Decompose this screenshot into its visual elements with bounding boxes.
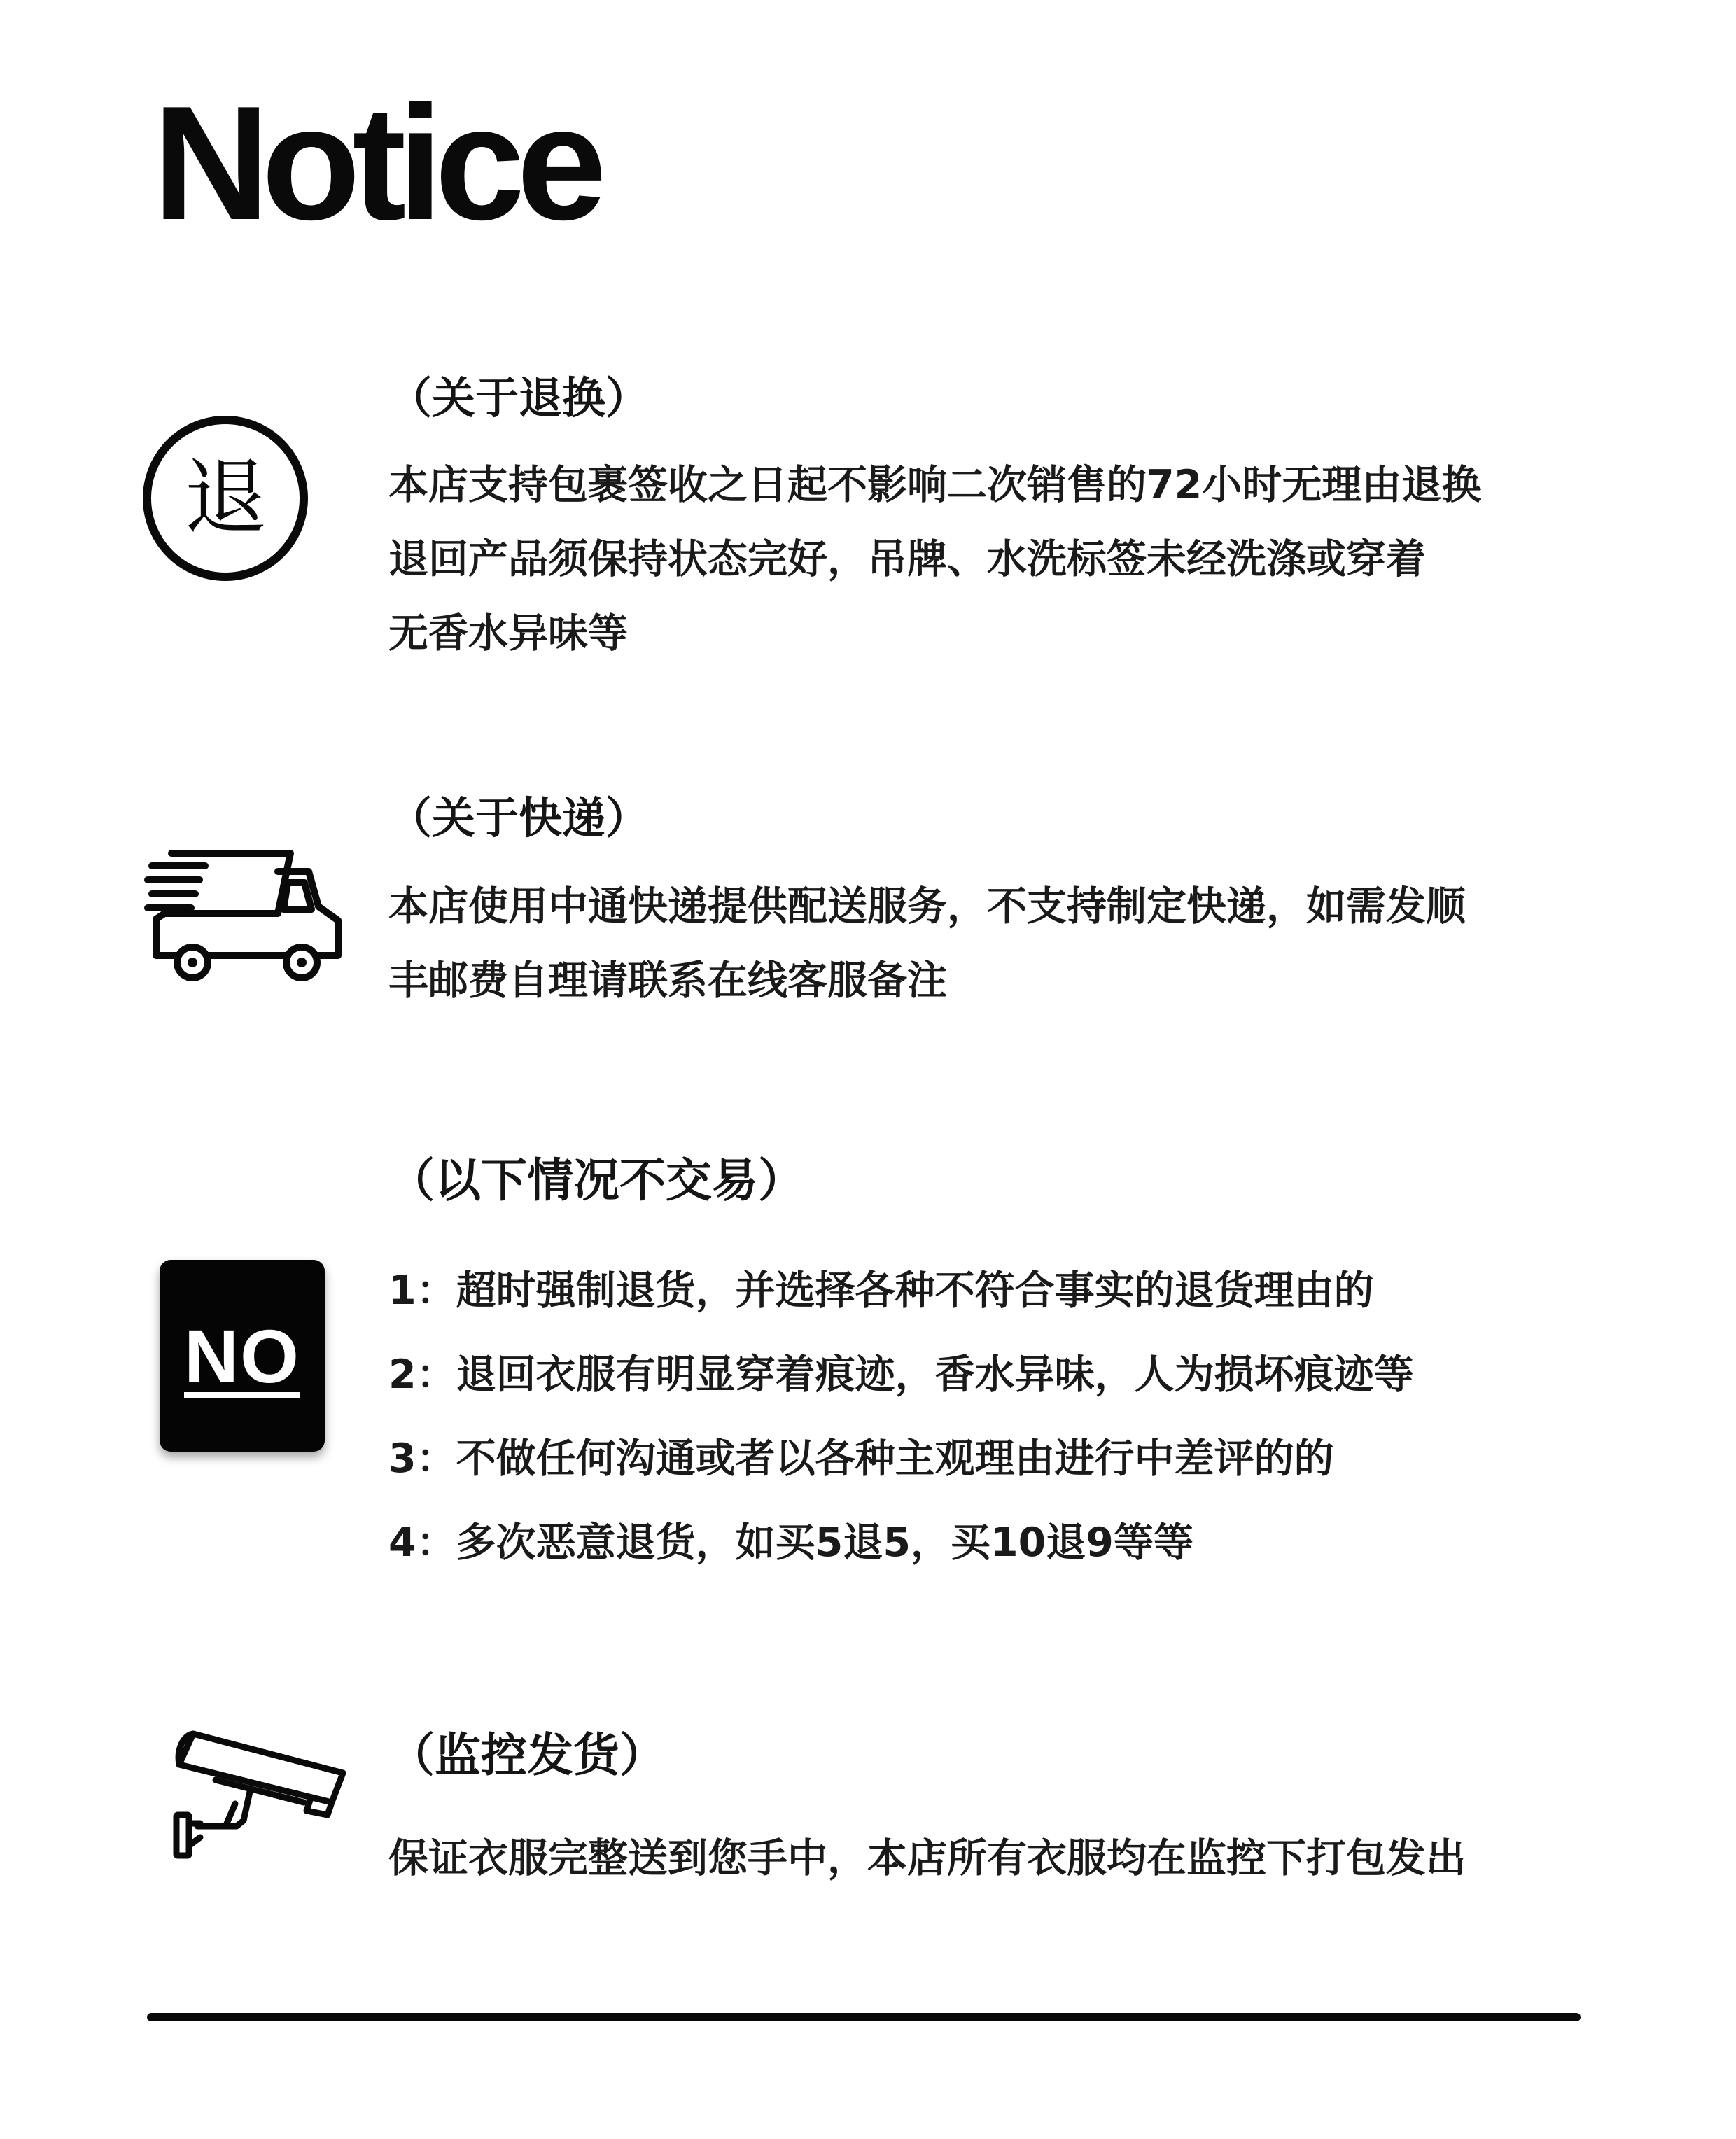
section-body-no-trade (388, 1249, 1414, 1585)
no-badge-icon (160, 1260, 325, 1452)
list-item: 1：超时强制退货，并选择各种不符合事实的退货理由的 (388, 1268, 1374, 1314)
list-item: 3：不做任何沟通或者以各种主观理由进行中差评的的 (388, 1436, 1334, 1482)
body-line: 保证衣服完整送到您手中，本店所有衣服均在监控下打包发出 (388, 1835, 1466, 1881)
no-badge-text: NO (184, 1313, 300, 1398)
body-line: 本店支持包裹签收之日起不影响二次销售的72小时无理由退换 (388, 462, 1482, 508)
section-heading-no-trade: （以下情况不交易） (388, 1153, 804, 1207)
body-line: 本店使用中通快递提供配送服务，不支持制定快递，如需发顺 (388, 883, 1466, 930)
return-circle-glyph: 退 (183, 449, 267, 546)
section-heading-shipping: （关于快递） (388, 792, 650, 843)
page-title: Notice (153, 73, 599, 254)
section-body-monitored (388, 1821, 1466, 1895)
body-line: 退回产品须保持状态完好，吊牌、水洗标签未经洗涤或穿着 (388, 536, 1426, 582)
list-item: 4：多次恶意退货，如买5退5，买10退9等等 (388, 1520, 1194, 1566)
body-line: 无香水异味等 (388, 610, 628, 657)
body-line: 丰邮费自理请联系在线客服备注 (388, 958, 947, 1004)
section-body-shipping (388, 869, 1466, 1018)
security-camera-icon (167, 1718, 356, 1872)
delivery-truck-icon (144, 843, 346, 983)
bottom-divider (147, 2013, 1581, 2021)
section-heading-monitored: （监控发货） (388, 1728, 666, 1782)
return-circle-icon (140, 413, 311, 584)
list-item: 2：退回衣服有明显穿着痕迹，香水异味，人为损坏痕迹等 (388, 1352, 1414, 1398)
section-body-returns (388, 448, 1481, 671)
section-heading-returns: （关于退换） (388, 372, 650, 423)
